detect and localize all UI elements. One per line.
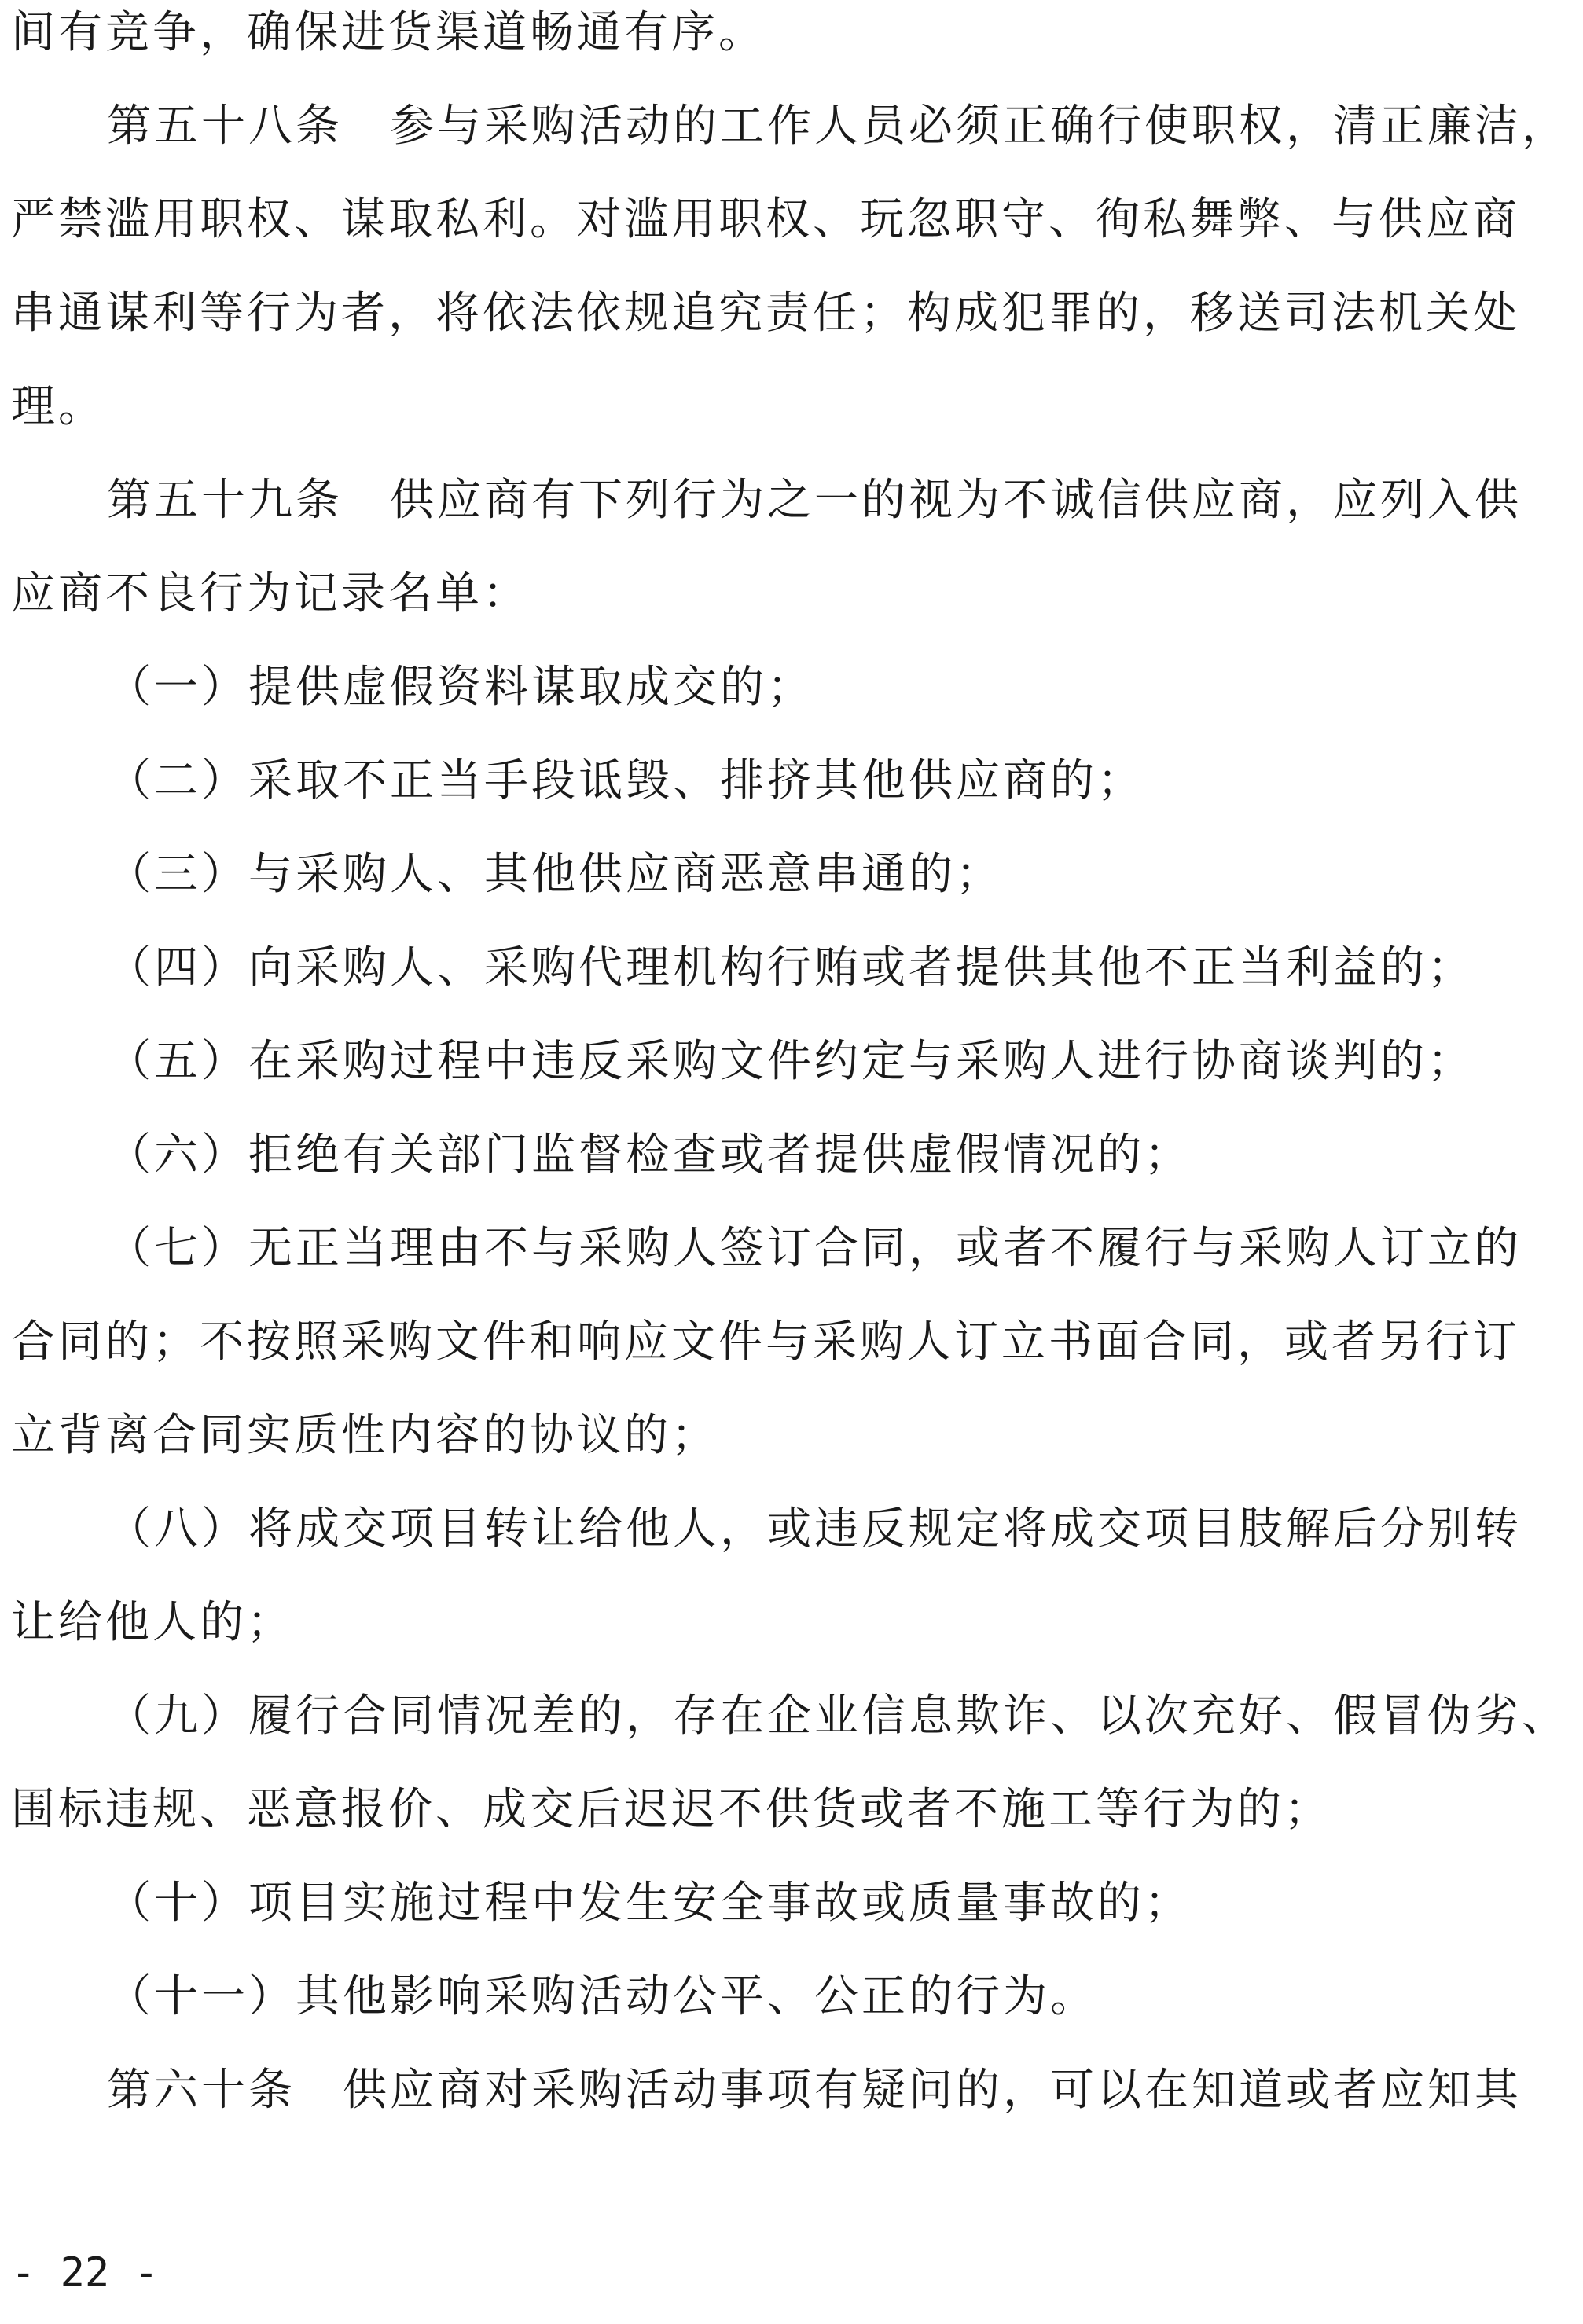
article-59: [11, 468, 1528, 655]
text-line: 立背离合同实质性内容的协议的；: [11, 1410, 718, 1461]
text-line: （五）在采购过程中违反采购文件约定与采购人进行协商谈判的；: [107, 1036, 1475, 1087]
text-line: 严禁滥用职权、谋取私利。对滥用职权、玩忽职守、徇私舞弊、与供应商: [11, 194, 1520, 245]
text-line: （十）项目实施过程中发生安全事故或质量事故的；: [107, 1878, 1192, 1929]
text-line: （七）无正当理由不与采购人签订合同，或者不履行与采购人订立的: [107, 1223, 1522, 1274]
list-item-2: [11, 748, 1528, 842]
article-60: [11, 2058, 1528, 2151]
page-number: - 22 -: [11, 2249, 159, 2296]
list-item-7: [11, 1216, 1528, 1496]
text-line: （三）与采购人、其他供应商恶意串通的；: [107, 849, 1003, 900]
paragraph-continuation: [11, 0, 1528, 94]
text-line: 应商不良行为记录名单：: [11, 568, 530, 619]
article-58: [11, 94, 1569, 468]
text-line: 让给他人的；: [11, 1597, 294, 1648]
text-line: 第五十九条 供应商有下列行为之一的视为不诚信供应商，应列入供: [107, 475, 1522, 526]
text-line: 间有竞争，确保进货渠道畅通有序。: [11, 7, 766, 58]
list-item-4: [11, 935, 1528, 1029]
text-line: （十一）其他影响采购活动公平、公正的行为。: [107, 1971, 1097, 2022]
text-line: 第六十条 供应商对采购活动事项有疑问的，可以在知道或者应知其: [107, 2065, 1522, 2116]
list-item-1: [11, 655, 1528, 748]
list-item-6: [11, 1122, 1528, 1216]
list-item-11: [11, 1964, 1528, 2058]
text-line: （二）采取不正当手段诋毁、排挤其他供应商的；: [107, 755, 1144, 806]
list-item-9: [11, 1683, 1569, 1871]
text-line: （九）履行合同情况差的，存在企业信息欺诈、以次充好、假冒伪劣、: [107, 1691, 1569, 1742]
text-line: 理。: [11, 381, 105, 432]
text-line: （一）提供虚假资料谋取成交的；: [107, 662, 814, 713]
text-line: 围标违规、恶意报价、成交后迟迟不供货或者不施工等行为的；: [11, 1784, 1331, 1835]
text-line: 串通谋利等行为者，将依法依规追究责任；构成犯罪的，移送司法机关处: [11, 288, 1520, 339]
list-item-8: [11, 1496, 1528, 1683]
list-item-10: [11, 1871, 1528, 1964]
list-item-3: [11, 842, 1528, 935]
text-line: 合同的；不按照采购文件和响应文件与采购人订立书面合同，或者另行订: [11, 1316, 1520, 1368]
text-line: （六）拒绝有关部门监督检查或者提供虚假情况的；: [107, 1129, 1192, 1180]
document-body: [11, 0, 1569, 2151]
list-item-5: [11, 1029, 1528, 1122]
text-line: （八）将成交项目转让给他人，或违反规定将成交项目肢解后分别转: [107, 1503, 1522, 1555]
text-line: （四）向采购人、采购代理机构行贿或者提供其他不正当利益的；: [107, 942, 1475, 993]
text-line: 第五十八条 参与采购活动的工作人员必须正确行使职权，清正廉洁，: [107, 101, 1569, 152]
